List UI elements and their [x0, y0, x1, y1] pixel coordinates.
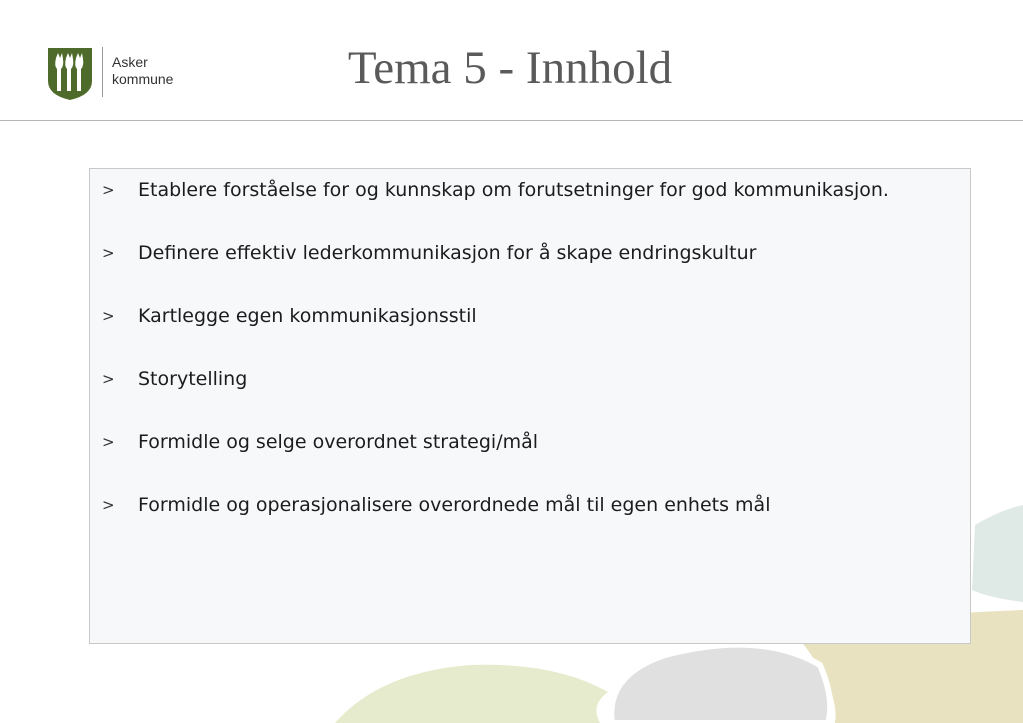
content-box	[89, 168, 971, 644]
header-divider	[0, 120, 1023, 121]
list-item	[90, 177, 970, 203]
header	[0, 0, 1023, 121]
bullet-marker: >	[102, 181, 115, 199]
deco-green-shape	[335, 665, 608, 723]
list-item	[90, 492, 970, 518]
bullet-list	[90, 177, 970, 555]
logo-text-line2: kommune	[112, 71, 174, 87]
list-item	[90, 366, 970, 392]
bullet-marker: >	[102, 433, 115, 451]
deco-gray-shape	[611, 645, 830, 723]
list-item	[90, 240, 970, 266]
bullet-marker: >	[102, 496, 115, 514]
asker-shield-icon	[46, 45, 94, 101]
asker-kommune-logo	[46, 45, 196, 103]
list-item-text: Formidle og selge overordnet strategi/mål	[138, 431, 539, 453]
list-item	[90, 429, 970, 455]
list-item-text: Storytelling	[138, 368, 248, 390]
logo-divider	[102, 47, 103, 97]
page-title: Tema 5 - Innhold	[347, 42, 673, 94]
list-item-text: Etablere forståelse for og kunnskap om forutsetninger for god kommunikasjon.	[138, 179, 889, 201]
bullet-marker: >	[102, 307, 115, 325]
bullet-marker: >	[102, 370, 115, 388]
bullet-marker: >	[102, 244, 115, 262]
list-item-text: Definere effektiv lederkommunikasjon for å skape endringskultur	[138, 242, 757, 264]
list-item-text: Formidle og operasjonalisere overordnede mål til egen enhets mål	[138, 494, 771, 516]
list-item-text: Kartlegge egen kommunikasjonsstil	[138, 305, 477, 327]
logo-wordmark	[112, 54, 173, 88]
list-item	[90, 303, 970, 329]
logo-text-line1: Asker	[112, 54, 148, 70]
deco-teal-shape	[972, 505, 1023, 602]
